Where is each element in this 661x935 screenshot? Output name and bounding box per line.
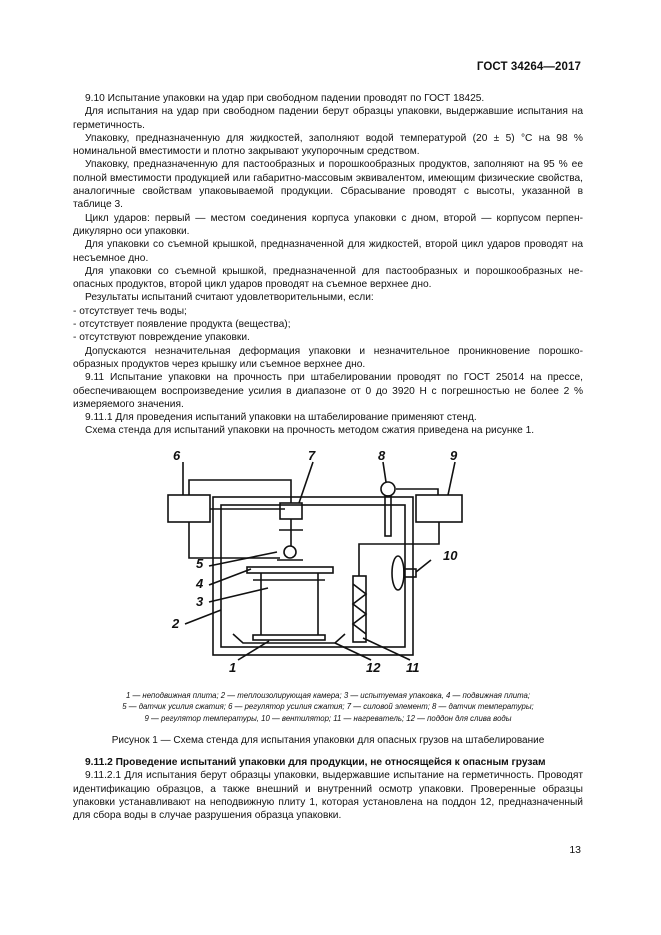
leader-11 <box>363 638 410 660</box>
label-8: 8 <box>378 448 386 463</box>
leader-3 <box>209 588 268 602</box>
label-12: 12 <box>366 660 381 675</box>
leader-10 <box>416 560 431 572</box>
moving-plate <box>247 567 333 573</box>
paragraph: Цикл ударов: первый — местом соединения корпуса упаковки с дном, второй — корпусом перпендикулярно оси упаковки. <box>73 212 583 237</box>
label-3: 3 <box>196 594 204 609</box>
leader-9 <box>448 462 455 495</box>
list-item: - отсутствуют повреждение упаковки. <box>73 332 250 344</box>
paragraph: Упаковку, предназначенную для жидкостей, заполняют водой температурой (20 ± 5) °С на 98 % номинальной вместимости и плотно закрывают укупорочным средством. <box>73 132 583 158</box>
paragraph: 9.11 Испытание упаковки на прочность при штабелировании проводят по ГОСТ 25014 на прессе, обеспечивающем воспроизведение усилия в диапазоне от 0 до 3920 Н с погрешностью не более 2 % измеряемого значения. <box>73 372 583 410</box>
box-9 <box>416 495 462 522</box>
label-6: 6 <box>173 448 181 463</box>
paragraph: Допускаются незначительная деформация упаковки и незначительное проникновение порошкообразных продуктов через крышку или съемное верхнее дно. <box>73 345 583 370</box>
fan-blade <box>392 556 404 590</box>
wire-9-heater <box>359 522 439 576</box>
chamber-inner <box>221 505 405 647</box>
sensor-probe <box>385 496 391 536</box>
wire-6-bottom <box>189 522 280 558</box>
diagram-svg <box>73 448 583 683</box>
paragraph: 9.11.1 Для проведения испытаний упаковки на штабелирование применяют стенд. <box>85 412 477 424</box>
leader-12 <box>335 643 371 660</box>
paragraph: 9.10 Испытание упаковки на удар при свободном падении проводят по ГОСТ 18425. <box>85 93 485 104</box>
leader-8 <box>383 462 386 482</box>
paragraph: Упаковку, предназначенную для пастообразных и порошкообразных продуктов, заполняют на 95 % ее полной вместимости продукцией или габаритно-массовым эквивалентом, имеющим физические свойства, аналогичные свойствам упаковываемой продукции. Сбрасывание проводят с высоты, указанной в таблице 3. <box>73 159 583 211</box>
section-9-11-2 <box>73 756 583 822</box>
figure-caption: Рисунок 1 — Схема стенда для испытания упаковки для опасных грузов на штабелирование <box>111 735 545 746</box>
section-9-10 <box>73 92 583 438</box>
temperature-sensor <box>381 482 395 496</box>
label-5: 5 <box>196 556 204 571</box>
label-4: 4 <box>196 576 204 591</box>
figure-legend <box>73 690 583 724</box>
paragraph: Для испытания на удар при свободном падении берут образцы упаковки, выдержавшие испытания на герметичность. <box>73 106 583 131</box>
list-item: - отсутствует появление продукта (вещества); <box>73 319 291 331</box>
standard-header: ГОСТ 34264—2017 <box>476 61 581 73</box>
fixed-plate <box>253 635 325 640</box>
list-item: - отсутствует течь воды; <box>73 305 187 317</box>
section-heading: 9.11.2 Проведение испытаний упаковки для продукции, не относящейся к опасным грузам <box>85 757 546 768</box>
leader-4 <box>209 569 251 585</box>
box-6 <box>168 495 210 522</box>
wire-6-top <box>189 480 291 503</box>
leader-2 <box>185 610 221 624</box>
paragraph: Схема стенда для испытаний упаковки на прочность методом сжатия приведена на рисунке 1. <box>85 425 535 437</box>
legend-line: 9 — регулятор температуры, 10 — вентилятор; 11 — нагреватель; 12 — поддон для слива воды <box>144 713 512 723</box>
legend-line: 5 — датчик усилия сжатия; 6 — регулятор усилия сжатия; 7 — силовой элемент; 8 — датчик температуры; <box>122 702 534 712</box>
paragraph: Для упаковки со съемной крышкой, предназначенной для жидкостей, второй цикл ударов проводят на несъемное дно. <box>73 239 583 264</box>
label-2: 2 <box>172 616 180 631</box>
leader-5 <box>209 552 277 566</box>
heater-coil <box>353 584 366 634</box>
force-sensor <box>284 546 296 558</box>
paragraph: Результаты испытаний считают удовлетворительными, если: <box>85 292 374 304</box>
label-10: 10 <box>443 548 458 563</box>
paragraph: 9.11.2.1 Для испытания берут образцы упаковки, выдержавшие испытание на герметичность. Проводят идентификацию образцов, а также внешний и внутренний осмотр упаковки. Проверенные образцы упаковки устанавливают на неподвижную плиту 1, которая установлена на поддон 12, предназначенный для сбора воды в случае разрушения образца упаковки. <box>73 770 583 822</box>
label-9: 9 <box>450 448 458 463</box>
test-stand-diagram <box>73 448 583 683</box>
leader-1 <box>238 641 269 660</box>
page-number: 13 <box>569 844 581 856</box>
wire-9-top <box>396 489 438 495</box>
paragraph: Для упаковки со съемной крышкой, предназначенной для пастообразных и порошкообразных неопасных продуктов, второй цикл ударов проводят на съемное верхнее дно. <box>73 265 583 291</box>
label-1: 1 <box>229 660 237 675</box>
label-11: 11 <box>406 660 420 675</box>
legend-line: 1 — неподвижная плита; 2 — теплоизолирующая камера; 3 — испытуемая упаковка, 4 — подвижная плита; <box>125 691 531 700</box>
label-7: 7 <box>308 448 316 463</box>
chamber-outer <box>213 497 413 655</box>
